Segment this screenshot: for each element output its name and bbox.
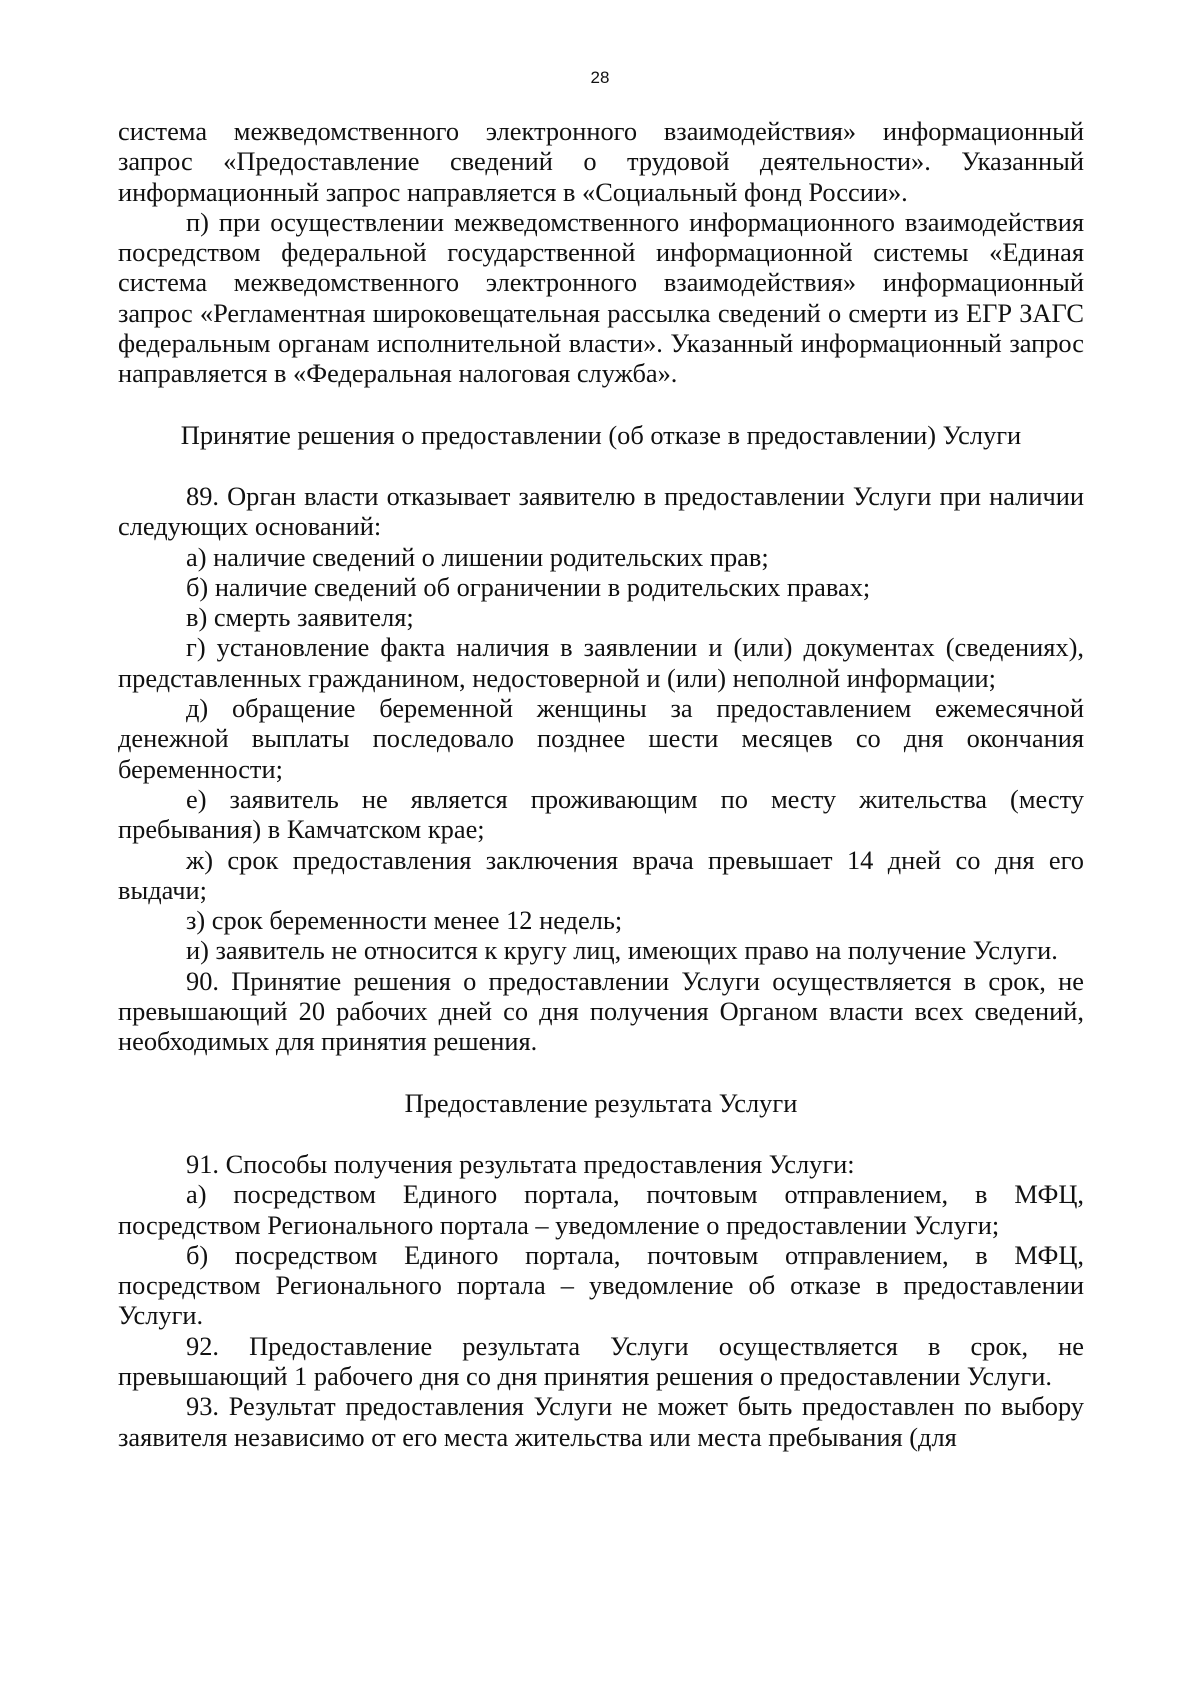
list-item-v: в) смерть заявителя; (186, 602, 414, 633)
list-item-e: е) заявитель не является проживающим по месту жительства (месту пребывания) в Камчатском крае; (118, 783, 1084, 845)
paragraph-92: 92. Предоставление результата Услуги осуществляется в срок, не превышающий 1 рабочего дня со дня принятия решения о предоставлении Услуги. (118, 1330, 1084, 1391)
spacer (118, 389, 1084, 420)
page-number: 28 (590, 68, 610, 87)
section-heading-result: Предоставление результата Услуги (404, 1087, 798, 1118)
list-item-a: а) посредством Единого портала, почтовым отправлением, в МФЦ, посредством Регионального портала – уведомление о предоставлении Услуги; (118, 1179, 1084, 1240)
list-item-zh: ж) срок предоставления заключения врача превышает 14 дней со дня его выдачи; (118, 844, 1084, 905)
spacer (118, 450, 1084, 481)
paragraph-item-p: п) при осуществлении межведомственного информационного взаимодействия посредством федеральной государственной информационной системы «Единая система межведомственного электронного взаимодействия» информационный запрос «Регламентная широковещательная рассылка сведений о смерти из ЕГР ЗАГС федеральным органам исполнительной власти». Указанный информационный запрос направляется в «Федеральная налоговая служба». (118, 206, 1084, 389)
list-item-b: б) наличие сведений об ограничении в родительских правах; (186, 571, 871, 602)
section-heading-decision: Принятие решения о предоставлении (об отказе в предоставлении) Услуги (180, 419, 1022, 450)
spacer (118, 1118, 1084, 1149)
list-item-a: а) наличие сведений о лишении родительских прав; (186, 541, 769, 572)
list-item-b: б) посредством Единого портала, почтовым отправлением, в МФЦ, посредством Регионального портала – уведомление об отказе в предоставлении Услуги. (118, 1239, 1084, 1331)
paragraph-93: 93. Результат предоставления Услуги не может быть предоставлен по выбору заявителя независимо от его места жительства или места пребывания (для (118, 1391, 1084, 1452)
list-item-z: з) срок беременности менее 12 недель; (186, 905, 623, 936)
list-item-g: г) установление факта наличия в заявлении и (или) документах (сведениях), представленных гражданином, недостоверной и (или) неполной информации; (118, 632, 1084, 693)
paragraph-continuation: система межведомственного электронного взаимодействия» информационный запрос «Предоставление сведений о трудовой деятельности». Указанный информационный запрос направляется в «Социальный фонд России». (118, 116, 1084, 207)
list-item-i: и) заявитель не относится к кругу лиц, имеющих право на получение Услуги. (186, 935, 1058, 966)
paragraph-90: 90. Принятие решения о предоставлении Услуги осуществляется в срок, не превышающий 20 рабочих дней со дня получения Органом власти всех сведений, необходимых для принятия решения. (118, 965, 1084, 1057)
spacer (118, 1057, 1084, 1088)
paragraph-91: 91. Способы получения результата предоставления Услуги: (186, 1148, 855, 1179)
document-body (118, 116, 1084, 1452)
paragraph-89: 89. Орган власти отказывает заявителю в предоставлении Услуги при наличии следующих оснований: (118, 480, 1084, 542)
list-item-d: д) обращение беременной женщины за предоставлением ежемесячной денежной выплаты последовало позднее шести месяцев со дня окончания беременности; (118, 693, 1084, 784)
